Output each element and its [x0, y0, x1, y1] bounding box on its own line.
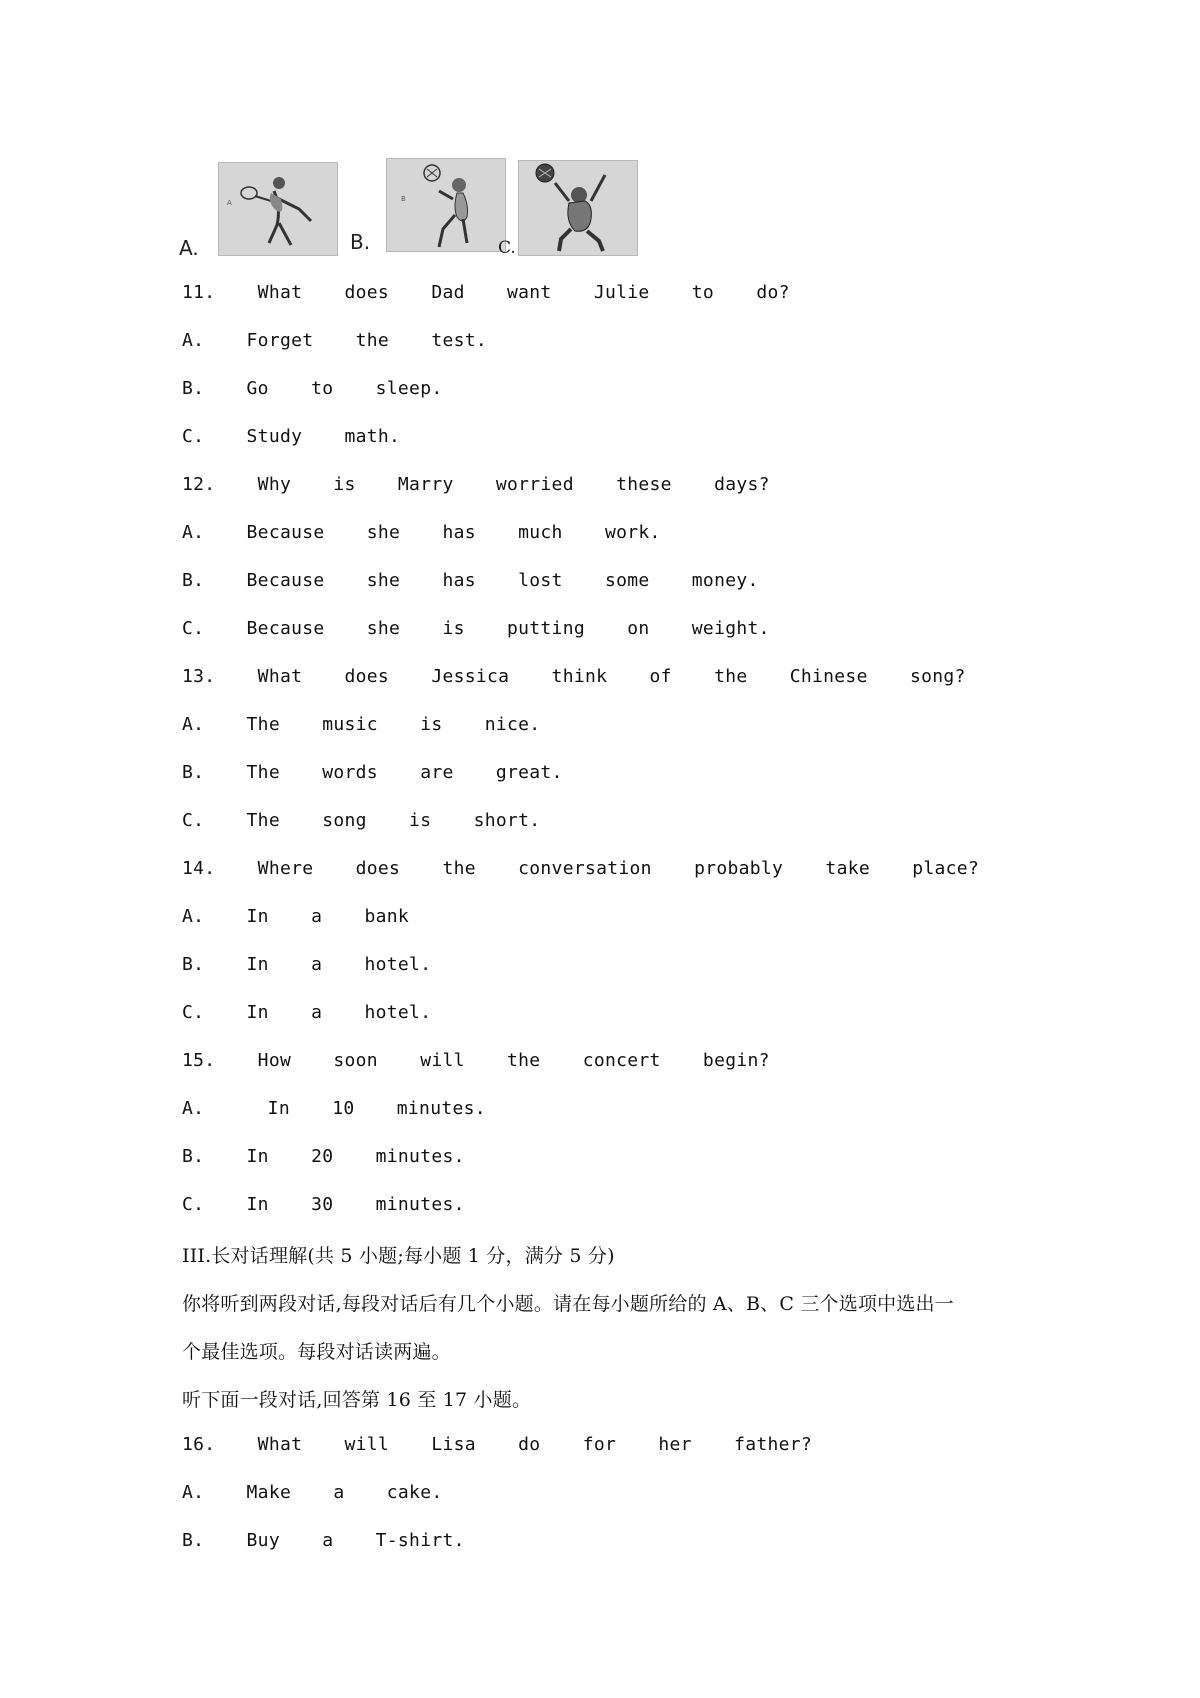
- section-3-sub-instruction: 听下面一段对话,回答第 16 至 17 小题。: [182, 1389, 532, 1411]
- question-12-option-a: A. Because she has much work.: [182, 522, 661, 543]
- question-11-option-a: A. Forget the test.: [182, 330, 488, 351]
- question-11-option-c: C. Study math.: [182, 426, 401, 447]
- question-12-stem: 12. Why is Marry worried these days?: [182, 474, 770, 495]
- question-15-option-b: B. In 20 minutes.: [182, 1146, 465, 1167]
- question-16-stem: 16. What will Lisa do for her father?: [182, 1434, 813, 1455]
- question-14-stem: 14. Where does the conversation probably take place?: [182, 858, 980, 879]
- soccer-player-icon: [386, 158, 506, 252]
- question-15-option-c: C. In 30 minutes.: [182, 1194, 465, 1215]
- question-13-option-c: C. The song is short.: [182, 810, 541, 831]
- picture-label-c: C.: [498, 238, 516, 258]
- volleyball-player-icon: [518, 160, 638, 256]
- question-14-option-a: A. In a bank: [182, 906, 410, 927]
- question-11-option-b: B. Go to sleep.: [182, 378, 443, 399]
- question-16-option-b: B. Buy a T-shirt.: [182, 1530, 465, 1551]
- question-13-option-b: B. The words are great.: [182, 762, 563, 783]
- question-16-option-a: A. Make a cake.: [182, 1482, 443, 1503]
- section-3-instruction-line-1: 你将听到两段对话,每段对话后有几个小题。请在每小题所给的 A、B、C 三个选项中选出一: [182, 1293, 954, 1315]
- question-14-option-c: C. In a hotel.: [182, 1002, 432, 1023]
- question-13-stem: 13. What does Jessica think of the Chinese song?: [182, 666, 966, 687]
- tennis-player-icon: [218, 162, 338, 256]
- picture-inner-label-a: A: [227, 199, 232, 207]
- question-15-option-a: A. In 10 minutes.: [182, 1098, 486, 1119]
- question-12-option-c: C. Because she is putting on weight.: [182, 618, 770, 639]
- question-14-option-b: B. In a hotel.: [182, 954, 432, 975]
- question-11-stem: 11. What does Dad want Julie to do?: [182, 282, 790, 303]
- picture-label-b: B.: [350, 230, 371, 254]
- question-15-stem: 15. How soon will the concert begin?: [182, 1050, 770, 1071]
- question-13-option-a: A. The music is nice.: [182, 714, 541, 735]
- section-3-instruction-line-2: 个最佳选项。每段对话读两遍。: [182, 1341, 451, 1363]
- picture-label-a: A.: [179, 236, 199, 260]
- picture-inner-label-b: B: [401, 195, 406, 203]
- question-12-option-b: B. Because she has lost some money.: [182, 570, 759, 591]
- section-3-heading: III.长对话理解(共 5 小题;每小题 1 分，满分 5 分): [182, 1245, 615, 1267]
- picture-options: [179, 158, 682, 260]
